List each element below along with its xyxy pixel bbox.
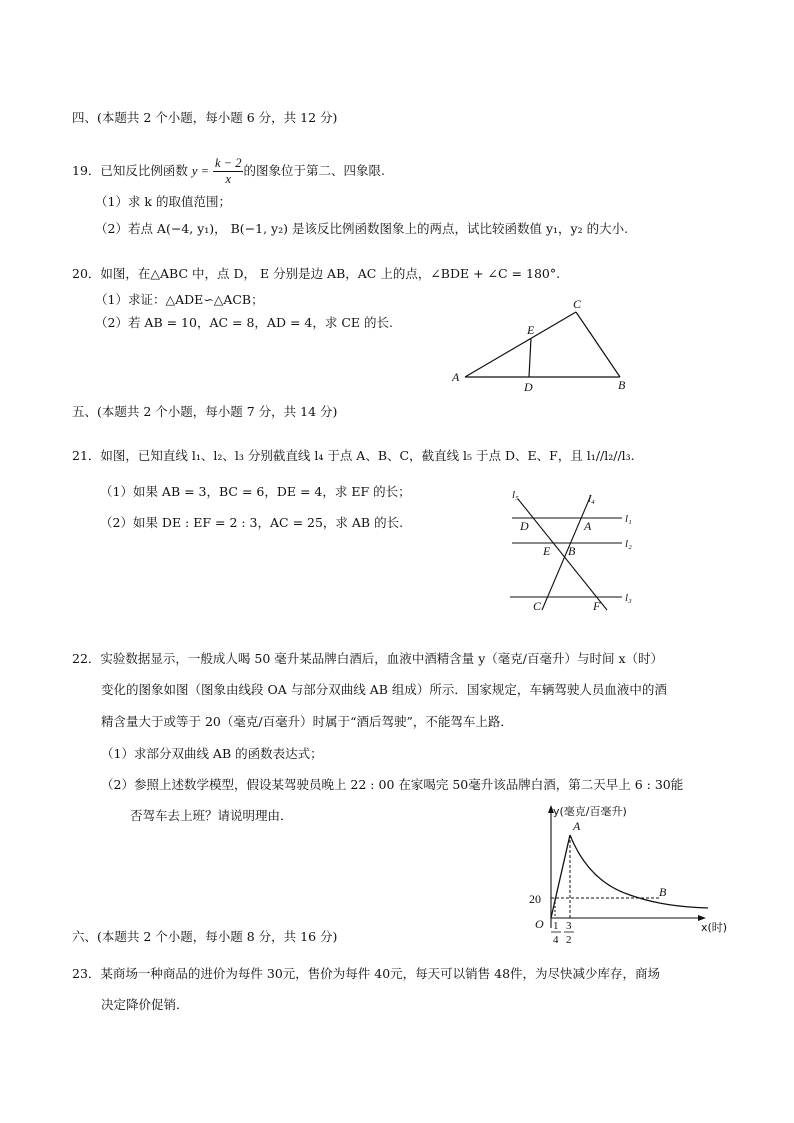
q22-line3: 精含量大于或等于 20（毫克/百毫升）时属于“酒后驾驶”，不能驾车上路． (101, 714, 513, 729)
q19-number: 19． (72, 163, 101, 178)
q23-line1 (72, 965, 660, 983)
label-C: C (573, 297, 582, 311)
label-E: E (527, 323, 535, 337)
q19-func-lhs: y = (191, 164, 210, 178)
q22-part1: （1）求部分双曲线 AB 的函数表达式； (101, 746, 323, 761)
q22-part2-line2: 否驾车去上班？请说明理由． (130, 808, 293, 823)
q19-frac-num: k − 2 (215, 156, 242, 170)
q22-number: 22． (72, 651, 101, 666)
label-B: B (568, 544, 576, 558)
x-tick1-den: 4 (553, 934, 559, 946)
label-l4: l₄ (588, 493, 595, 505)
label-D: D (520, 519, 529, 533)
y-tick-20: 20 (529, 892, 541, 906)
label-l1: l₁ (625, 513, 632, 525)
x-tick2-den: 2 (566, 934, 572, 946)
q19-stem-pre: 已知反比例函数 (100, 163, 188, 178)
label-C: C (533, 599, 542, 613)
q23-line2: 决定降价促销． (101, 997, 189, 1012)
x-axis-label: x(时) (701, 921, 728, 934)
q19-stem (72, 151, 385, 191)
q20-number: 20． (72, 266, 101, 281)
q21-part2: （2）如果 DE : EF = 2 : 3，AC = 25，求 AB 的长. (100, 515, 404, 530)
point-B-label: B (659, 885, 667, 899)
label-B: B (618, 378, 626, 392)
q20-stem (72, 265, 560, 283)
edge-CB (576, 312, 620, 377)
point-A-label: A (573, 819, 581, 833)
section5-heading: 五、(本题共 2 个小题，每小题 7 分，共 14 分) (72, 404, 338, 419)
q22-graph-figure (520, 800, 740, 948)
q19-part2: （2）若点 A(−4, y₁)， B(−1, y₂) 是该反比例函数图象上的两点，试比较函数值 y₁，y₂ 的大小. (95, 221, 629, 236)
edge-AC (465, 312, 576, 377)
section4-heading: 四、(本题共 2 个小题，每小题 6 分，共 12 分) (72, 110, 338, 125)
label-l3: l₃ (625, 592, 632, 604)
q19-stem-post: 的图象位于第二、四象限. (243, 163, 385, 178)
origin-label: O (535, 917, 544, 931)
label-F: F (593, 599, 601, 613)
x-tick2-num: 3 (566, 920, 572, 932)
q22-line2: 变化的图象如图（图象由线段 OA 与部分双曲线 AB 组成）所示．国家规定，车辆驾驶人员血液中的酒 (101, 682, 667, 697)
label-l5: l₅ (512, 489, 519, 501)
section6-heading: 六、(本题共 2 个小题，每小题 8 分，共 16 分) (72, 929, 338, 944)
label-D: D (524, 380, 533, 394)
line-l5 (518, 499, 607, 610)
q23-number: 23． (72, 966, 101, 981)
label-A: A (452, 370, 460, 384)
q23-line1-text: 某商场一种商品的进价为每件 30元，售价为每件 40元，每天可以销售 48件，为尽快减少库存，商场 (100, 966, 661, 981)
label-A: A (584, 519, 592, 533)
q20-part2: （2）若 AB = 10，AC = 8，AD = 4，求 CE 的长. (95, 315, 393, 330)
q20-stem-text: 如图，在△ABC 中，点 D， E 分别是边 AB，AC 上的点，∠BDE + ∠C = 180°. (100, 266, 561, 281)
q19-fraction (213, 156, 243, 187)
q21-stem-text: 如图，已知直线 l₁、l₂、l₃ 分别截直线 l₄ 于点 A、B、C，截直线 l₅ 于点 D、E、F，且 l₁//l₂//l₃. (100, 448, 635, 463)
q22-line1 (72, 650, 663, 668)
q19-frac-den: x (225, 172, 232, 186)
q21-stem (72, 447, 635, 465)
segment-OA (551, 835, 570, 918)
hyperbola-AB (570, 835, 708, 908)
y-axis-label: y(毫克/百毫升) (553, 805, 627, 818)
x-tick1-num: 1 (553, 920, 559, 932)
q20-triangle-figure (440, 295, 640, 395)
q20-part1: （1）求证：△ADE∽△ACB； (95, 292, 264, 307)
q21-number: 21． (72, 448, 101, 463)
q19-part1: （1）求 k 的取值范围； (95, 194, 231, 209)
label-l2: l₂ (625, 538, 632, 550)
q21-parallel-lines-figure (500, 485, 650, 615)
q22-part2-line1: （2）参照上述数学模型，假设某驾驶员晚上 22 : 00 在家喝完 50毫升该品牌白酒，第二天早上 6 : 30能 (101, 777, 684, 792)
segment-DE (529, 338, 531, 377)
q21-part1: （1）如果 AB = 3，BC = 6，DE = 4，求 EF 的长； (100, 484, 411, 499)
q22-line1-text: 实验数据显示，一般成人喝 50 毫升某品牌白酒后，血液中酒精含量 y（毫克/百毫升）与时间 x（时） (100, 651, 664, 666)
label-E: E (543, 544, 551, 558)
